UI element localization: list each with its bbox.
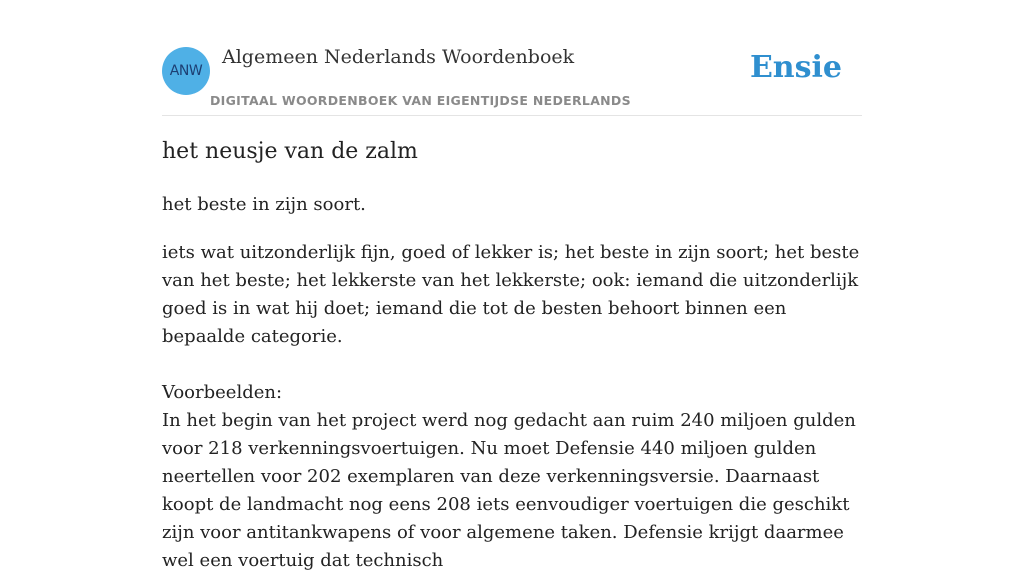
site-header [162, 0, 862, 116]
spacer [162, 351, 862, 379]
entry-definition: iets wat uitzonderlijk fijn, goed of lekker is; het beste in zijn soort; het beste van het beste; het lekkerste van het lekkerste; ook: iemand die uitzonderlijk goed is in wat hij doet; iemand die tot de besten behoort binnen een bepaalde categorie. [162, 242, 860, 347]
anw-logo[interactable] [162, 47, 210, 95]
entry-body [162, 239, 862, 575]
site-subtitle: DIGITAAL WOORDENBOEK VAN EIGENTIJDSE NEDERLANDS [210, 93, 631, 108]
example-text: In het begin van het project werd nog gedacht aan ruim 240 miljoen gulden voor 218 verkenningsvoertuigen. Nu moet Defensie 440 miljoen gulden neertellen voor 202 exemplaren van deze verkenningsversie. Daarnaast koopt de landmacht nog eens 208 iets eenvoudiger voertuigen die geschikt zijn voor antitankwapens of voor algemene taken. Defensie krijgt daarmee wel een voertuig dat technisch [162, 410, 856, 571]
entry-short-definition: het beste in zijn soort. [162, 194, 366, 215]
entry-headword: het neusje van de zalm [162, 139, 418, 164]
ensie-brand-logo[interactable]: Ensie [749, 50, 842, 85]
content-column [162, 0, 862, 571]
logo-text: ANW [169, 63, 203, 79]
site-title[interactable]: Algemeen Nederlands Woordenboek [222, 46, 575, 68]
examples-label: Voorbeelden: [162, 382, 283, 403]
